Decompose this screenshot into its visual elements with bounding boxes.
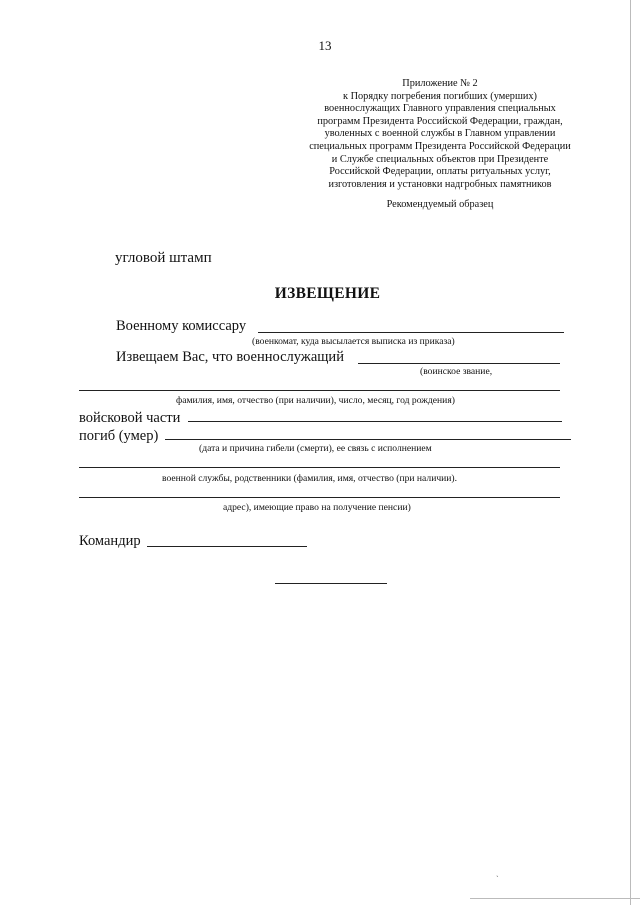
page-number: 13 [318, 38, 332, 53]
commissar-label: Военному комиссару [116, 318, 247, 334]
rank-field-line [358, 363, 560, 364]
scan-edge-bottom [470, 898, 640, 899]
died-field-line [165, 439, 571, 440]
unit-label: войсковой части [79, 410, 181, 426]
form-title: ИЗВЕЩЕНИЕ [274, 285, 381, 302]
commander-signature-line [147, 546, 307, 547]
appendix-line: военнослужащих Главного управления специальных [324, 103, 556, 115]
died-label: погиб (умер) [79, 428, 159, 444]
notify-label: Извещаем Вас, что военнослужащий [116, 349, 344, 365]
address-field-line [79, 497, 560, 498]
corner-stamp-label: угловой штамп [115, 250, 212, 266]
appendix-header [290, 78, 590, 191]
rank-caption: (воинское звание, [420, 366, 493, 377]
scan-edge [630, 0, 631, 905]
unit-field-line [188, 421, 562, 422]
appendix-line: Российской Федерации, оплаты ритуальных услуг, [329, 166, 551, 178]
address-caption: адрес), имеющие право на получение пенсии) [223, 502, 411, 513]
name-caption: фамилия, имя, отчество (при наличии), число, месяц, год рождения) [176, 395, 455, 406]
appendix-line: изготовления и установки надгробных памятников [328, 178, 552, 190]
appendix-line: Приложение № 2 [402, 78, 478, 89]
appendix-line: программ Президента Российской Федерации, граждан, [317, 115, 563, 127]
commissar-field-line [258, 332, 564, 333]
scan-artifact-mark: ˏ [496, 868, 499, 877]
service-field-line [79, 467, 560, 468]
name-field-line [79, 390, 560, 391]
commander-label: Командир [79, 533, 141, 549]
commissar-caption: (военкомат, куда высылается выписка из приказа) [252, 336, 455, 347]
appendix-line: специальных программ Президента Российской Федерации [309, 140, 571, 152]
service-caption: военной службы, родственники (фамилия, имя, отчество (при наличии). [162, 473, 458, 484]
closing-separator [275, 583, 387, 584]
died-caption: (дата и причина гибели (смерти), ее связь с исполнением [199, 443, 432, 454]
appendix-line: к Порядку погребения погибших (умерших) [343, 90, 537, 102]
recommended-sample-label: Рекомендуемый образец [386, 199, 494, 210]
appendix-line: и Службе специальных объектов при Президенте [331, 153, 549, 165]
appendix-line: уволенных с военной службы в Главном управлении [324, 128, 556, 140]
